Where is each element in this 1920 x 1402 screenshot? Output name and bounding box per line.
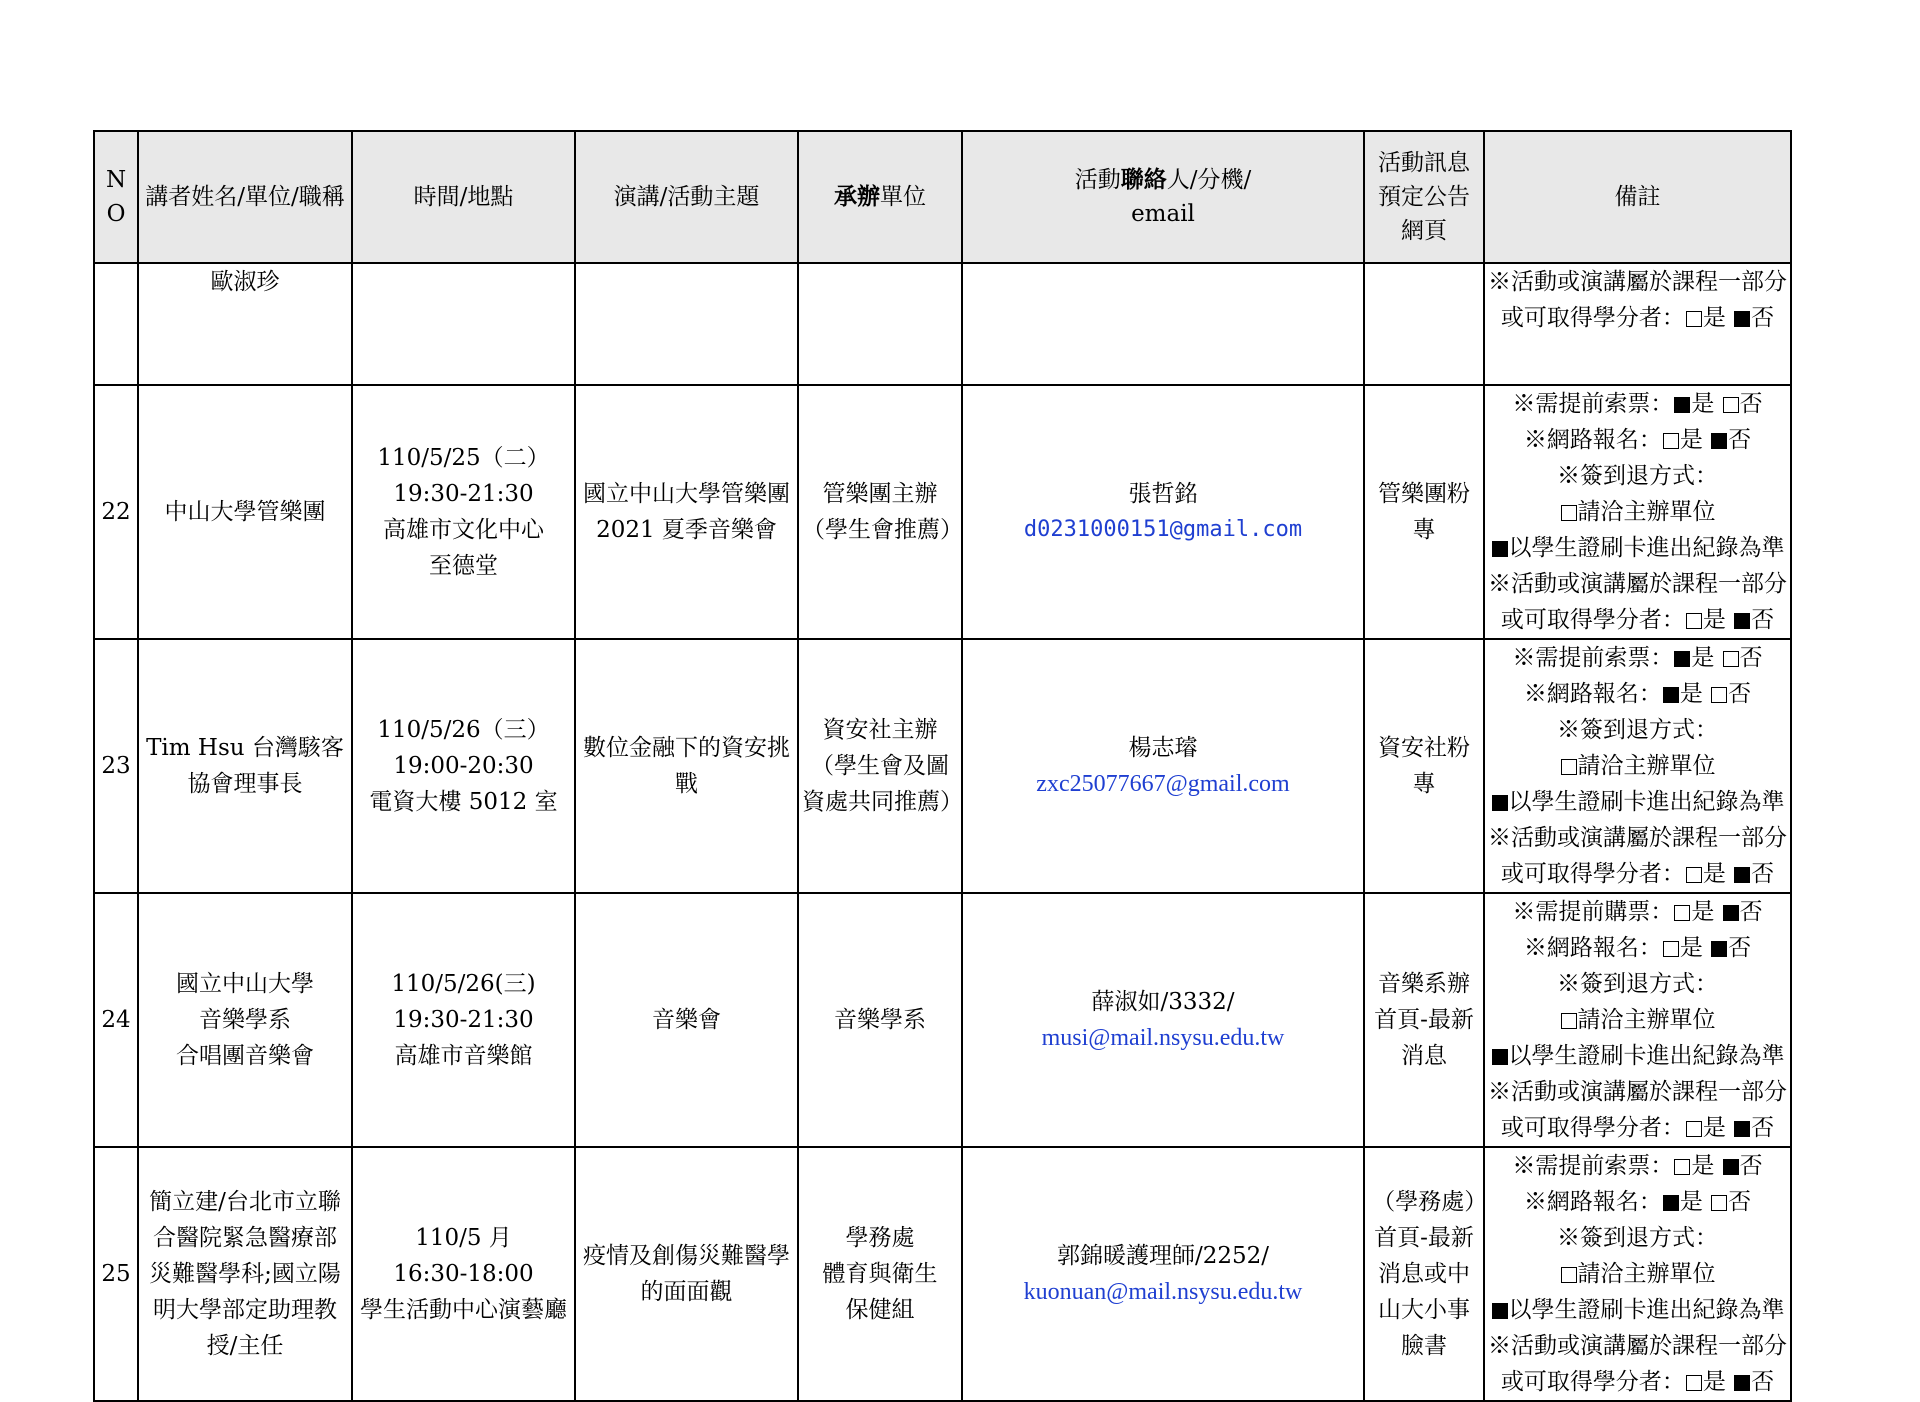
checkbox-filled-icon (1492, 541, 1508, 557)
table-row (94, 1147, 1791, 1401)
cell-time (352, 1147, 575, 1401)
org-line: 學務處 (845, 1225, 915, 1251)
note-no: 否 (1728, 427, 1752, 453)
header-org-rest: 單位 (880, 184, 926, 210)
org-line: 體育與衛生 (822, 1261, 938, 1287)
contact-name: 郭錦暖護理師/2252/ (1056, 1243, 1270, 1269)
cell-web: 資安社粉專 (1364, 639, 1484, 893)
checkbox-empty-icon (1711, 1195, 1727, 1211)
note-yes: 是 (1702, 1369, 1726, 1395)
time-line: 至德堂 (429, 553, 498, 579)
checkbox-filled-icon (1734, 311, 1750, 327)
note-credit-prefix: 或可取得學分者： (1500, 1115, 1685, 1141)
contact-email-link[interactable]: musi@mail.nsysu.edu.tw (1041, 1025, 1285, 1051)
note-yes: 是 (1702, 607, 1726, 633)
note-opt-host-label: 請洽主辦單位 (1577, 753, 1716, 779)
table-row-continued (94, 263, 1791, 385)
checkbox-empty-icon (1723, 651, 1739, 667)
note-ticket-label: ※需提前購票： (1512, 899, 1674, 925)
speaker-line: 音樂學系 (199, 1007, 291, 1033)
note-credit-line2 (1488, 1364, 1787, 1400)
note-opt-card (1488, 1292, 1787, 1328)
checkbox-filled-icon (1711, 433, 1727, 449)
topic-text: 音樂會 (652, 1007, 721, 1033)
note-no: 否 (1751, 1115, 1775, 1141)
cell-topic (575, 893, 798, 1147)
speaker-text: Tim Hsu 台灣駭客協會理事長 (146, 735, 344, 797)
note-ticket-label: ※需提前索票： (1512, 1153, 1674, 1179)
speaker-text: 中山大學管樂團 (164, 499, 326, 525)
checkbox-filled-icon (1492, 795, 1508, 811)
note-opt-host (1488, 1256, 1787, 1292)
cell-web (1364, 263, 1484, 385)
note-sign: ※簽到退方式： (1557, 971, 1718, 997)
note-no: 否 (1751, 305, 1775, 331)
contact-email-link[interactable]: kuonuan@mail.nsysu.edu.tw (1023, 1279, 1303, 1305)
org-line: 保健組 (845, 1297, 915, 1323)
speaker-line: 合唱團音樂會 (176, 1043, 314, 1069)
cell-org (798, 263, 962, 385)
note-credit-prefix: 或可取得學分者： (1500, 607, 1685, 633)
cell-contact (962, 263, 1364, 385)
time-line: 19:30-21:30 (393, 481, 534, 507)
checkbox-filled-icon (1674, 651, 1690, 667)
checkbox-filled-icon (1723, 905, 1739, 921)
cell-no: 22 (94, 385, 138, 639)
checkbox-empty-icon (1674, 905, 1690, 921)
time-line: 高雄市音樂館 (394, 1043, 533, 1069)
cell-note (1484, 893, 1791, 1147)
checkbox-empty-icon (1686, 867, 1702, 883)
note-sign: ※簽到退方式： (1557, 463, 1718, 489)
cell-no: 24 (94, 893, 138, 1147)
cell-speaker (138, 893, 352, 1147)
activity-table (93, 130, 1792, 1402)
checkbox-filled-icon (1674, 397, 1690, 413)
note-credit-line2 (1488, 602, 1787, 638)
contact-name: 楊志璿 (1128, 735, 1198, 761)
note-ticket-label: ※需提前索票： (1512, 391, 1674, 417)
checkbox-empty-icon (1663, 433, 1679, 449)
checkbox-filled-icon (1734, 1121, 1750, 1137)
time-line: 110/5/26（三） (377, 717, 550, 743)
note-online (1488, 676, 1787, 712)
cell-time (352, 893, 575, 1147)
checkbox-filled-icon (1734, 613, 1750, 629)
time-line: 電資大樓 5012 室 (369, 789, 558, 815)
note-credit-prefix: 或可取得學分者： (1500, 861, 1685, 887)
cell-org (798, 385, 962, 639)
note-no: 否 (1739, 391, 1763, 417)
checkbox-empty-icon (1561, 1267, 1577, 1283)
cell-org (798, 639, 962, 893)
note-yes: 是 (1679, 935, 1703, 961)
note-ticket-label: ※需提前索票： (1512, 645, 1674, 671)
header-time: 時間/地點 (352, 131, 575, 263)
cell-contact (962, 893, 1364, 1147)
note-opt-card (1488, 530, 1787, 566)
note-ticket (1488, 640, 1787, 676)
note-online-label: ※網路報名： (1523, 681, 1662, 707)
header-speaker: 講者姓名/單位/職稱 (138, 131, 352, 263)
header-topic: 演講/活動主題 (575, 131, 798, 263)
note-online (1488, 930, 1787, 966)
cell-note (1484, 385, 1791, 639)
table-row (94, 639, 1791, 893)
cell-time (352, 385, 575, 639)
note-yes: 是 (1679, 427, 1703, 453)
header-web: 活動訊息預定公告網頁 (1364, 131, 1484, 263)
note-credit-line2 (1488, 300, 1787, 336)
checkbox-empty-icon (1686, 1121, 1702, 1137)
time-line: 學生活動中心演藝廳 (360, 1297, 567, 1323)
note-opt-card (1488, 1038, 1787, 1074)
cell-topic (575, 263, 798, 385)
note-yes: 是 (1679, 1189, 1703, 1215)
time-line: 110/5/25（二） (377, 445, 550, 471)
header-no: NO (94, 131, 138, 263)
note-ticket (1488, 894, 1787, 930)
note-online (1488, 1184, 1787, 1220)
cell-contact (962, 385, 1364, 639)
note-yes: 是 (1679, 681, 1703, 707)
note-online-label: ※網路報名： (1523, 1189, 1662, 1215)
note-yes: 是 (1702, 1115, 1726, 1141)
note-opt-host-label: 請洽主辦單位 (1577, 499, 1716, 525)
cell-no: 25 (94, 1147, 138, 1401)
note-no: 否 (1728, 681, 1752, 707)
cell-web: 音樂系辦首頁-最新消息 (1364, 893, 1484, 1147)
note-sign: ※簽到退方式： (1557, 1225, 1718, 1251)
note-no: 否 (1728, 1189, 1752, 1215)
cell-time (352, 263, 575, 385)
checkbox-filled-icon (1492, 1049, 1508, 1065)
cell-topic (575, 639, 798, 893)
note-online-label: ※網路報名： (1523, 427, 1662, 453)
note-credit-prefix: 或可取得學分者： (1500, 305, 1685, 331)
cell-org (798, 1147, 962, 1401)
note-opt-host-label: 請洽主辦單位 (1577, 1261, 1716, 1287)
note-yes: 是 (1702, 305, 1726, 331)
cell-no (94, 263, 138, 385)
note-opt-host (1488, 494, 1787, 530)
header-contact-c: email (1131, 201, 1195, 227)
time-line: 110/5/26(三) (391, 971, 536, 997)
note-credit-line1: ※活動或演講屬於課程一部分 (1488, 269, 1787, 295)
header-contact-a: 活動 (1074, 167, 1121, 193)
checkbox-empty-icon (1674, 1159, 1690, 1175)
note-credit-line1: ※活動或演講屬於課程一部分 (1488, 571, 1787, 597)
checkbox-empty-icon (1686, 613, 1702, 629)
checkbox-empty-icon (1723, 397, 1739, 413)
cell-speaker (138, 1147, 352, 1401)
org-text: 音樂學系 (834, 1007, 926, 1033)
cell-speaker (138, 639, 352, 893)
note-opt-card-label: 以學生證刷卡進出紀錄為準 (1508, 789, 1785, 815)
speaker-line: 國立中山大學 (176, 971, 314, 997)
cell-web: （學務處）首頁-最新消息或中山大小事臉書 (1364, 1147, 1484, 1401)
header-org-bold: 承辦 (834, 183, 880, 210)
cell-web: 管樂團粉專 (1364, 385, 1484, 639)
checkbox-filled-icon (1734, 867, 1750, 883)
org-text: 管樂團主辦（學生會推薦） (802, 481, 963, 543)
note-yes: 是 (1702, 861, 1726, 887)
note-credit-prefix: 或可取得學分者： (1500, 1369, 1685, 1395)
cell-topic (575, 385, 798, 639)
time-line: 19:30-21:30 (393, 1007, 534, 1033)
note-yes: 是 (1691, 645, 1715, 671)
note-opt-host-label: 請洽主辦單位 (1577, 1007, 1716, 1033)
note-no: 否 (1739, 645, 1763, 671)
note-no: 否 (1728, 935, 1752, 961)
note-ticket (1488, 1148, 1787, 1184)
time-line: 19:00-20:30 (393, 753, 534, 779)
note-opt-card-label: 以學生證刷卡進出紀錄為準 (1508, 1043, 1785, 1069)
note-opt-host (1488, 748, 1787, 784)
note-no: 否 (1751, 1369, 1775, 1395)
checkbox-filled-icon (1663, 1195, 1679, 1211)
cell-speaker: 歐淑珍 (138, 263, 352, 385)
note-credit-line1: ※活動或演講屬於課程一部分 (1488, 1333, 1787, 1359)
table-row (94, 385, 1791, 639)
note-opt-card (1488, 784, 1787, 820)
note-online (1488, 422, 1787, 458)
note-opt-card-label: 以學生證刷卡進出紀錄為準 (1508, 535, 1785, 561)
note-yes: 是 (1691, 899, 1715, 925)
checkbox-empty-icon (1561, 505, 1577, 521)
note-yes: 是 (1691, 391, 1715, 417)
checkbox-empty-icon (1561, 759, 1577, 775)
cell-contact (962, 639, 1364, 893)
time-line: 16:30-18:00 (393, 1261, 534, 1287)
header-contact (962, 131, 1364, 263)
note-no: 否 (1751, 607, 1775, 633)
note-opt-host (1488, 1002, 1787, 1038)
header-contact-b: 人/分機/ (1166, 167, 1252, 193)
note-no: 否 (1739, 899, 1763, 925)
checkbox-filled-icon (1663, 687, 1679, 703)
cell-speaker (138, 385, 352, 639)
contact-name: 張哲銘 (1128, 481, 1198, 507)
topic-text: 疫情及創傷災難醫學的面面觀 (583, 1243, 790, 1305)
note-credit-line1: ※活動或演講屬於課程一部分 (1488, 825, 1787, 851)
note-yes: 是 (1691, 1153, 1715, 1179)
cell-note (1484, 263, 1791, 385)
note-credit-line1: ※活動或演講屬於課程一部分 (1488, 1079, 1787, 1105)
note-opt-card-label: 以學生證刷卡進出紀錄為準 (1508, 1297, 1785, 1323)
checkbox-empty-icon (1686, 1375, 1702, 1391)
note-credit-line2 (1488, 856, 1787, 892)
header-note: 備註 (1484, 131, 1791, 263)
checkbox-empty-icon (1711, 687, 1727, 703)
note-sign: ※簽到退方式： (1557, 717, 1718, 743)
cell-note (1484, 639, 1791, 893)
note-ticket (1488, 386, 1787, 422)
time-line: 高雄市文化中心 (383, 517, 544, 543)
table-row (94, 893, 1791, 1147)
contact-name: 薛淑如/3332/ (1091, 989, 1235, 1015)
org-text: 資安社主辦（學生會及圖資處共同推薦） (802, 717, 963, 815)
header-contact-bold: 聯絡 (1120, 166, 1167, 193)
cell-no: 23 (94, 639, 138, 893)
cell-org (798, 893, 962, 1147)
checkbox-filled-icon (1492, 1303, 1508, 1319)
note-no: 否 (1751, 861, 1775, 887)
header-row (94, 131, 1791, 263)
note-credit-line2 (1488, 1110, 1787, 1146)
topic-text: 數位金融下的資安挑戰 (583, 735, 790, 797)
checkbox-filled-icon (1723, 1159, 1739, 1175)
note-no: 否 (1739, 1153, 1763, 1179)
speaker-text: 簡立建/台北市立聯合醫院緊急醫療部災難醫學科;國立陽明大學部定助理教授/主任 (149, 1189, 341, 1359)
contact-email-link[interactable]: d0231000151@gmail.com (1023, 517, 1303, 542)
checkbox-filled-icon (1734, 1375, 1750, 1391)
checkbox-empty-icon (1561, 1013, 1577, 1029)
checkbox-empty-icon (1686, 311, 1702, 327)
checkbox-filled-icon (1711, 941, 1727, 957)
cell-note (1484, 1147, 1791, 1401)
cell-contact (962, 1147, 1364, 1401)
cell-topic (575, 1147, 798, 1401)
contact-email-link[interactable]: zxc25077667@gmail.com (1036, 771, 1290, 797)
checkbox-empty-icon (1663, 941, 1679, 957)
cell-time (352, 639, 575, 893)
time-line: 110/5 月 (415, 1225, 512, 1251)
note-online-label: ※網路報名： (1523, 935, 1662, 961)
header-org (798, 131, 962, 263)
topic-text: 國立中山大學管樂團 2021 夏季音樂會 (583, 481, 790, 543)
